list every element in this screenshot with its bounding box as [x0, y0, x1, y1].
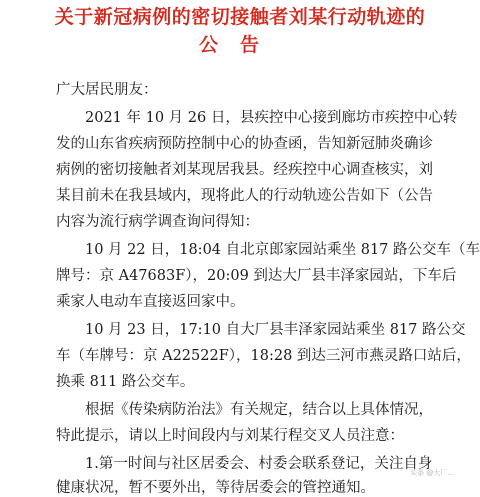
body-line: 10 月 23 日，17:10 自大厂县丰泽家园站乘坐 817 路公交	[56, 322, 466, 338]
notice-title: 关于新冠病例的密切接触者刘某行动轨迹的	[54, 6, 426, 28]
body-line: 乘家人电动车直接返回家中。	[56, 294, 245, 310]
body-line: 车（车牌号：京 A22522F），18:28 到达三河市燕灵路口站后，	[56, 348, 471, 364]
body-line: 特此提示，请以上时间段内与刘某行程交叉人员注意：	[56, 428, 404, 444]
body-line: 发的山东省疾病预防控制中心的协查函，告知新冠肺炎确诊	[56, 136, 433, 152]
body-line: 某目前未在我县域内，现将此人的行动轨迹公告如下（公告	[56, 188, 433, 204]
body-line: 根据《传染病防治法》有关规定，结合以上具体情况，	[56, 402, 433, 418]
body-line: 换乘 811 路公交车。	[56, 374, 195, 390]
body-line: 10 月 22 日，18:04 自北京郎家园站乘坐 817 路公交车（车	[56, 242, 480, 258]
body-line: 病例的密切接触者刘某现居我县。经疾控中心调查核实，刘	[56, 162, 433, 178]
body-line: 2021 年 10 月 26 日，县疾控中心接到廊坊市疾控中心转	[56, 110, 458, 126]
salutation: 广大居民朋友：	[56, 82, 158, 98]
body-line: 健康状况，暂不要外出，等待居委会的管控通知。	[56, 480, 375, 496]
notice-title-suffix: 公告	[198, 34, 281, 56]
body-line: 内容为流行病学调查询问得知：	[56, 214, 259, 230]
body-line: 1.第一时间与社区居委会、村委会联系登记，关注自身	[56, 456, 433, 472]
watermark: 头条 @大厂...	[410, 469, 454, 477]
body-line: 牌号：京 A47683F），20:09 到达大厂县丰泽家园站，下车后	[56, 268, 457, 284]
